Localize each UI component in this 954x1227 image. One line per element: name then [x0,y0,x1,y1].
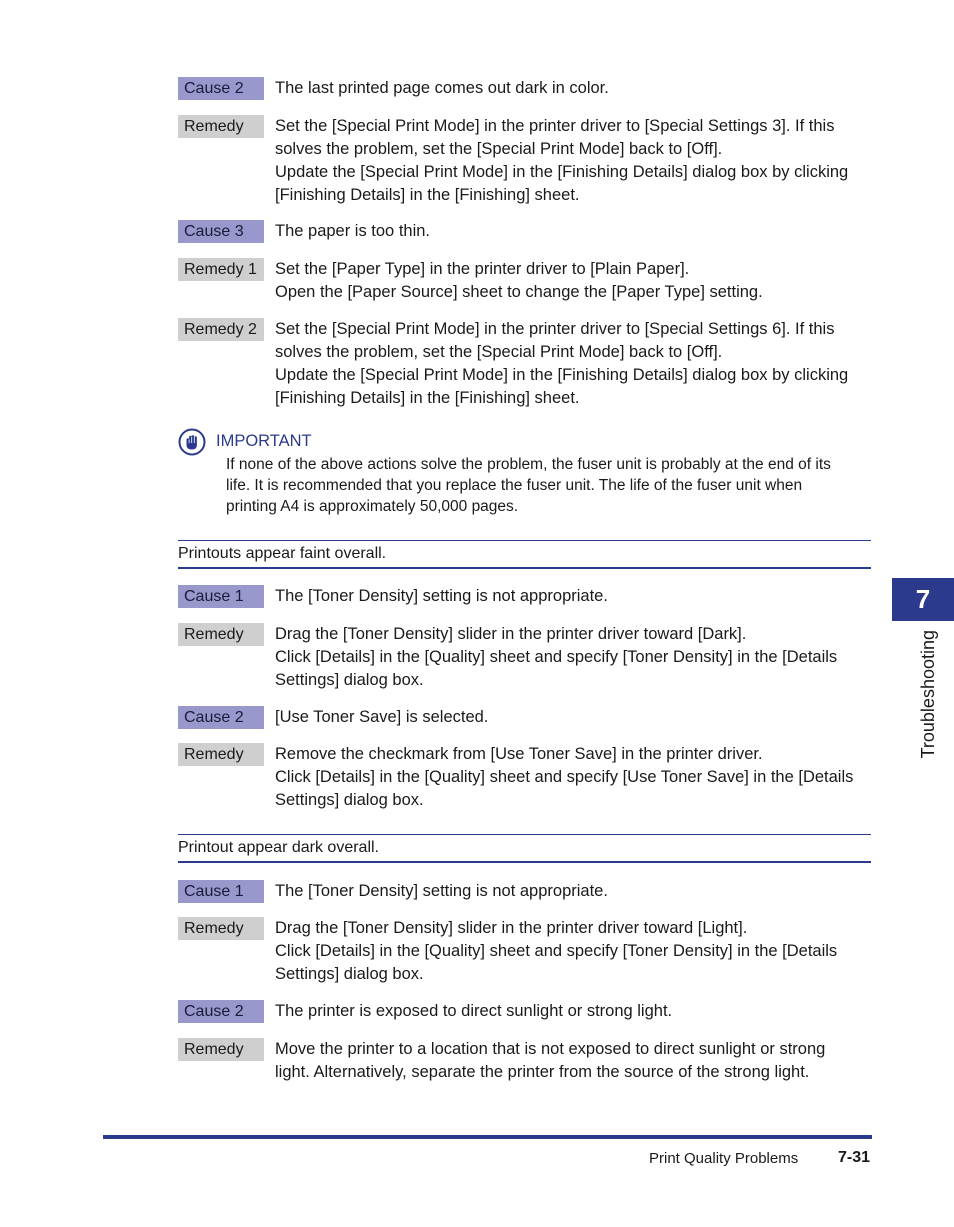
text-line: Set the [Special Print Mode] in the printer driver to [Special Settings 6]. If this [275,320,835,338]
section-heading [178,540,871,569]
text-line: printing A4 is approximately 50,000 pages. [226,498,519,515]
text-line: light. Alternatively, separate the printer from the source of the strong light. [275,1063,810,1081]
cause-tag: Cause 2 [178,1000,264,1023]
page-number: 7-31 [838,1149,871,1166]
remedy-text [275,743,875,812]
text-line: Move the printer to a location that is not exposed to direct sunlight or strong [275,1040,826,1058]
remedy-text [275,623,875,692]
text-line: life. It is recommended that you replace the fuser unit. The life of the fuser unit when [226,477,803,494]
chapter-label-text: Troubleshooting [918,630,938,759]
cause-text [275,585,875,608]
text-line: The printer is exposed to direct sunlight or strong light. [275,1002,673,1020]
cause-text [275,880,875,903]
important-label: IMPORTANT [216,432,312,450]
cause-tag: Cause 3 [178,220,264,243]
text-line: Click [Details] in the [Quality] sheet and specify [Use Toner Save] in the [Details [275,768,854,786]
chapter-number-tab[interactable]: 7 [892,578,954,621]
text-line: Settings] dialog box. [275,671,424,689]
text-line: Click [Details] in the [Quality] sheet and specify [Toner Density] in the [Details [275,942,838,960]
text-line: If none of the above actions solve the problem, the fuser unit is probably at the end of its [226,456,831,473]
text-line: Set the [Paper Type] in the printer driver to [Plain Paper]. [275,260,690,278]
cause-text [275,77,875,100]
cause-tag: Cause 1 [178,880,264,903]
remedy-text [275,917,875,986]
section-heading [178,834,871,863]
text-line: [Use Toner Save] is selected. [275,708,489,726]
text-line: Settings] dialog box. [275,965,424,983]
remedy-text [275,318,875,410]
text-line: [Finishing Details] in the [Finishing] sheet. [275,186,580,204]
cause-text [275,1000,875,1023]
hand-stop-icon [178,428,206,456]
remedy-tag: Remedy [178,1038,264,1061]
cause-text [275,220,875,243]
section-title: Printout appear dark overall. [178,839,379,856]
text-line: The [Toner Density] setting is not appropriate. [275,587,608,605]
text-line: The paper is too thin. [275,222,431,240]
text-line: Click [Details] in the [Quality] sheet and specify [Toner Density] in the [Details [275,648,838,666]
cause-tag: Cause 1 [178,585,264,608]
remedy-tag: Remedy [178,743,264,766]
text-line: Drag the [Toner Density] slider in the printer driver toward [Dark]. [275,625,747,643]
remedy-tag: Remedy [178,623,264,646]
text-line: [Finishing Details] in the [Finishing] sheet. [275,389,580,407]
footer-section-title: Print Quality Problems [649,1150,799,1167]
remedy-tag: Remedy 1 [178,258,264,281]
cause-text [275,706,875,729]
text-line: Settings] dialog box. [275,791,424,809]
cause-tag: Cause 2 [178,77,264,100]
cause-tag: Cause 2 [178,706,264,729]
remedy-text [275,1038,875,1084]
text-line: Remove the checkmark from [Use Toner Save] in the printer driver. [275,745,763,763]
text-line: solves the problem, set the [Special Print Mode] back to [Off]. [275,343,723,361]
remedy-tag: Remedy 2 [178,318,264,341]
remedy-text [275,115,875,207]
text-line: Update the [Special Print Mode] in the [Finishing Details] dialog box by clicking [275,163,849,181]
text-line: Drag the [Toner Density] slider in the printer driver toward [Light]. [275,919,748,937]
chapter-label [905,630,938,770]
remedy-tag: Remedy [178,115,264,138]
remedy-text [275,258,875,304]
section-title: Printouts appear faint overall. [178,545,387,562]
footer-rule [103,1135,872,1139]
text-line: The last printed page comes out dark in color. [275,79,609,97]
text-line: Set the [Special Print Mode] in the printer driver to [Special Settings 3]. If this [275,117,835,135]
text-line: Update the [Special Print Mode] in the [Finishing Details] dialog box by clicking [275,366,849,384]
text-line: Open the [Paper Source] sheet to change the [Paper Type] setting. [275,283,763,301]
important-text [226,454,831,517]
remedy-tag: Remedy [178,917,264,940]
text-line: solves the problem, set the [Special Print Mode] back to [Off]. [275,140,723,158]
text-line: The [Toner Density] setting is not appropriate. [275,882,608,900]
